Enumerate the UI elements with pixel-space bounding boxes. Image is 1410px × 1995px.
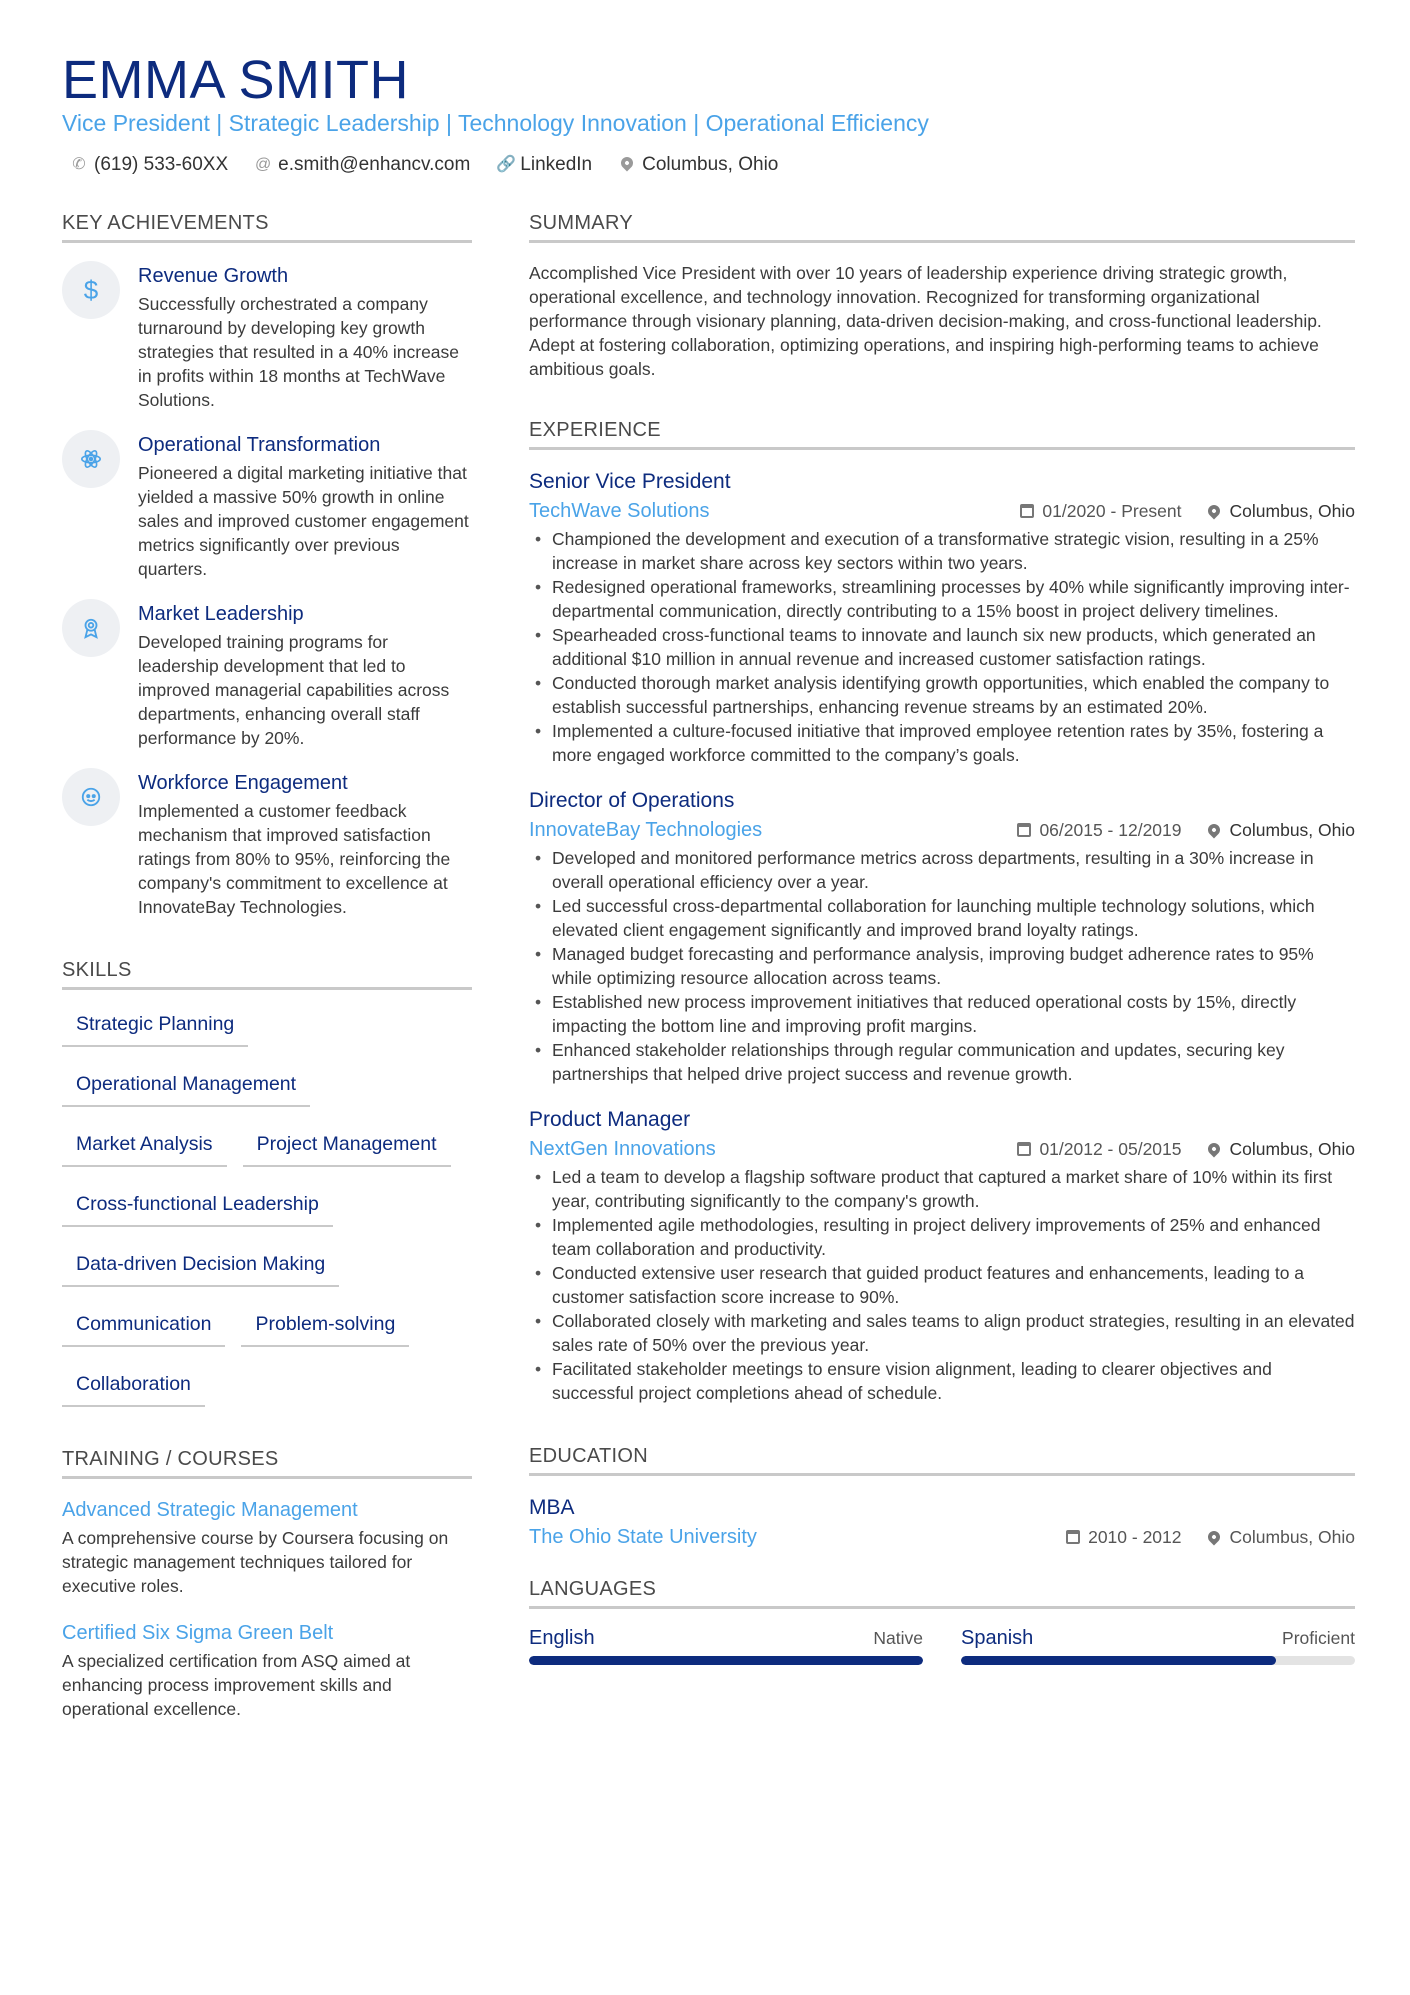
skill-tag: Strategic Planning [62, 1004, 248, 1047]
skill-tag: Project Management [243, 1124, 451, 1167]
calendar-icon [1066, 1530, 1080, 1544]
location-icon [1205, 1529, 1222, 1546]
skill-tag: Market Analysis [62, 1124, 227, 1167]
bullet-item: • Facilitated stakeholder meetings to ensure vision alignment, leading to clearer objectives and successful project completions ahead of schedule. [529, 1357, 1355, 1405]
achievement-item [62, 601, 472, 750]
school-name: The Ohio State University [529, 1526, 757, 1548]
language-bar-fill [529, 1656, 923, 1665]
job-location: Columbus, Ohio [1229, 819, 1355, 840]
training-title: TRAINING / COURSES [62, 1446, 472, 1479]
skills-list [62, 1004, 472, 1424]
job-bullets [529, 1165, 1355, 1405]
job-bullets [529, 527, 1355, 767]
achievement-title: Operational Transformation [138, 434, 381, 456]
language-item [529, 1625, 923, 1665]
skill-tag: Data-driven Decision Making [62, 1244, 339, 1287]
language-bar [529, 1656, 923, 1665]
job-entry [529, 1106, 1355, 1405]
skill-tag: Collaboration [62, 1364, 205, 1407]
achievements-section [62, 210, 472, 919]
atom-icon [62, 430, 120, 488]
bullet-item: • Implemented agile methodologies, resulting in project delivery improvements of 25% and enhanced team collaboration and productivity. [529, 1213, 1355, 1261]
left-column [62, 210, 472, 1721]
job-title: Product Manager [529, 1108, 691, 1131]
contact-phone [70, 152, 228, 178]
bullet-item: • Led successful cross-departmental collaboration for launching multiple technology solutions, which elevated client engagement significantly and improved brand loyalty ratings. [529, 894, 1355, 942]
contact-bar [70, 152, 804, 178]
achievement-desc: Successfully orchestrated a company turnaround by developing key growth strategies that resulted in a 40% increase in profits within 18 months at TechWave Solutions. [138, 294, 460, 410]
course-item [62, 1620, 472, 1721]
bullet-item: • Conducted extensive user research that guided product features and enhancements, leading to a customer satisfaction score increase to 90%. [529, 1261, 1355, 1309]
experience-title: EXPERIENCE [529, 417, 1355, 450]
job-title: Senior Vice President [529, 470, 731, 493]
language-level: Proficient [1282, 1628, 1355, 1648]
job-title: Director of Operations [529, 789, 735, 812]
languages-list [529, 1625, 1355, 1665]
location-icon [1205, 503, 1222, 520]
achievement-title: Workforce Engagement [138, 772, 348, 794]
company-name: InnovateBay Technologies [529, 819, 763, 841]
course-item [62, 1497, 472, 1598]
bullet-item: • Enhanced stakeholder relationships through regular communication and updates, securing key partnerships that helped drive project success and revenue growth. [529, 1038, 1355, 1086]
bullet-item: • Spearheaded cross-functional teams to innovate and launch six new products, which generated an additional $10 million in annual revenue and increased customer satisfaction ratings. [529, 623, 1355, 671]
language-level: Native [873, 1628, 923, 1648]
link-icon: 🔗 [496, 156, 517, 173]
achievement-desc: Implemented a customer feedback mechanism that improved satisfaction ratings from 80% to 95%, reinforcing the company's commitment to excellence at InnovateBay Technologies. [138, 801, 451, 917]
location-icon [1205, 1141, 1222, 1158]
calendar-icon [1017, 823, 1031, 837]
summary-text: Accomplished Vice President with over 10 years of leadership experience driving strategic growth, operational excellence, and technology innovation. Recognized for transforming organizational performance through visionary planning, data-driven decision-making, and cross-functional leadership. Adept at fostering collaboration, optimizing operations, and inspiring high-performing teams to achieve ambitious goals. [529, 263, 1322, 379]
degree: MBA [529, 1496, 575, 1519]
job-dates: 06/2015 - 12/2019 [1039, 819, 1182, 840]
achievement-title: Revenue Growth [138, 265, 289, 287]
bullet-item: • Redesigned operational frameworks, streamlining processes by 40% while significantly improving inter-departmental communication, directly contributing to a 15% boost in project delivery timelines. [529, 575, 1355, 623]
achievements-title: KEY ACHIEVEMENTS [62, 210, 472, 243]
dollar-icon: $ [62, 261, 120, 319]
right-column [529, 210, 1355, 1665]
bullet-item: • Implemented a culture-focused initiative that improved employee retention rates by 35%, fostering a more engaged workforce committed to the company’s goals. [529, 719, 1355, 767]
language-item [961, 1625, 1355, 1665]
contact-location-text: Columbus, Ohio [642, 154, 779, 175]
skills-title: SKILLS [62, 957, 472, 990]
location-icon [618, 152, 636, 178]
languages-title: LANGUAGES [529, 1576, 1355, 1609]
achievement-item [62, 770, 472, 919]
bullet-item: • Developed and monitored performance metrics across departments, resulting in a 30% increase in overall operational efficiency over a year. [529, 846, 1355, 894]
language-name: English [529, 1627, 595, 1649]
candidate-headline: Vice President | Strategic Leadership | Technology Innovation | Operational Efficiency [62, 110, 929, 136]
bullet-item: • Managed budget forecasting and performance analysis, improving budget adherence rates to 95% while optimizing resource allocation across teams. [529, 942, 1355, 990]
education-location: Columbus, Ohio [1229, 1526, 1355, 1547]
language-bar [961, 1656, 1355, 1665]
course-desc: A comprehensive course by Coursera focusing on strategic management techniques tailored for executive roles. [62, 1528, 449, 1596]
at-icon: @ [255, 156, 272, 173]
course-title: Advanced Strategic Management [62, 1499, 358, 1521]
course-title: Certified Six Sigma Green Belt [62, 1622, 334, 1644]
education-section [529, 1443, 1355, 1550]
calendar-icon [1020, 504, 1034, 518]
bullet-item: • Established new process improvement initiatives that reduced operational costs by 15%, directly impacting the bottom line and improving profit margins. [529, 990, 1355, 1038]
achievement-item [62, 263, 472, 412]
job-location: Columbus, Ohio [1229, 1138, 1355, 1159]
contact-phone-text: (619) 533-60XX [94, 154, 229, 175]
languages-section [529, 1576, 1355, 1665]
skill-tag: Problem-solving [241, 1304, 409, 1347]
training-section [62, 1446, 472, 1721]
achievement-title: Market Leadership [138, 603, 304, 625]
experience-section [529, 417, 1355, 1405]
job-dates: 01/2012 - 05/2015 [1039, 1138, 1182, 1159]
summary-section [529, 210, 1355, 381]
achievement-desc: Pioneered a digital marketing initiative that yielded a massive 50% growth in online sales and improved customer engagement metrics significantly over previous quarters. [138, 463, 469, 579]
language-bar-fill [961, 1656, 1276, 1665]
education-title: EDUCATION [529, 1443, 1355, 1476]
calendar-icon [1017, 1142, 1031, 1156]
job-entry [529, 787, 1355, 1086]
education-dates: 2010 - 2012 [1088, 1526, 1182, 1547]
contact-linkedin[interactable] [496, 152, 592, 178]
skill-tag: Cross-functional Leadership [62, 1184, 333, 1227]
contact-linkedin-text[interactable]: LinkedIn [520, 154, 593, 175]
location-icon [1205, 822, 1222, 839]
job-location: Columbus, Ohio [1229, 500, 1355, 521]
job-entry [529, 468, 1355, 767]
contact-email[interactable] [254, 152, 470, 178]
achievement-desc: Developed training programs for leadership development that led to improved managerial capabilities across departments, enhancing overall staff performance by 20%. [138, 632, 450, 748]
company-name: TechWave Solutions [529, 500, 710, 522]
contact-email-text[interactable]: e.smith@enhancv.com [278, 154, 471, 175]
bullet-item: • Championed the development and execution of a transformative strategic vision, resulting in a 25% increase in market share across key sectors within two years. [529, 527, 1355, 575]
bullet-item: • Led a team to develop a flagship software product that captured a market share of 10% within its first year, contributing significantly to the company's growth. [529, 1165, 1355, 1213]
skills-section [62, 957, 472, 1424]
achievement-item [62, 432, 472, 581]
phone-icon: ✆ [72, 156, 86, 173]
bullet-item: • Collaborated closely with marketing and sales teams to align product strategies, resulting in an elevated sales rate of 50% over the previous year. [529, 1309, 1355, 1357]
summary-title: SUMMARY [529, 210, 1355, 243]
skill-tag: Operational Management [62, 1064, 310, 1107]
language-name: Spanish [961, 1627, 1034, 1649]
bullet-item: • Conducted thorough market analysis identifying growth opportunities, which enabled the company to establish successful partnerships, enhancing revenue streams by an estimated 20%. [529, 671, 1355, 719]
education-entry [529, 1494, 1355, 1550]
course-desc: A specialized certification from ASQ aimed at enhancing process improvement skills and operational excellence. [62, 1651, 411, 1719]
candidate-name: EMMA SMITH [62, 50, 410, 110]
contact-location [618, 152, 778, 178]
award-icon [62, 599, 120, 657]
people-icon [62, 768, 120, 826]
company-name: NextGen Innovations [529, 1138, 716, 1160]
skill-tag: Communication [62, 1304, 225, 1347]
job-bullets [529, 846, 1355, 1086]
job-dates: 01/2020 - Present [1042, 500, 1182, 521]
